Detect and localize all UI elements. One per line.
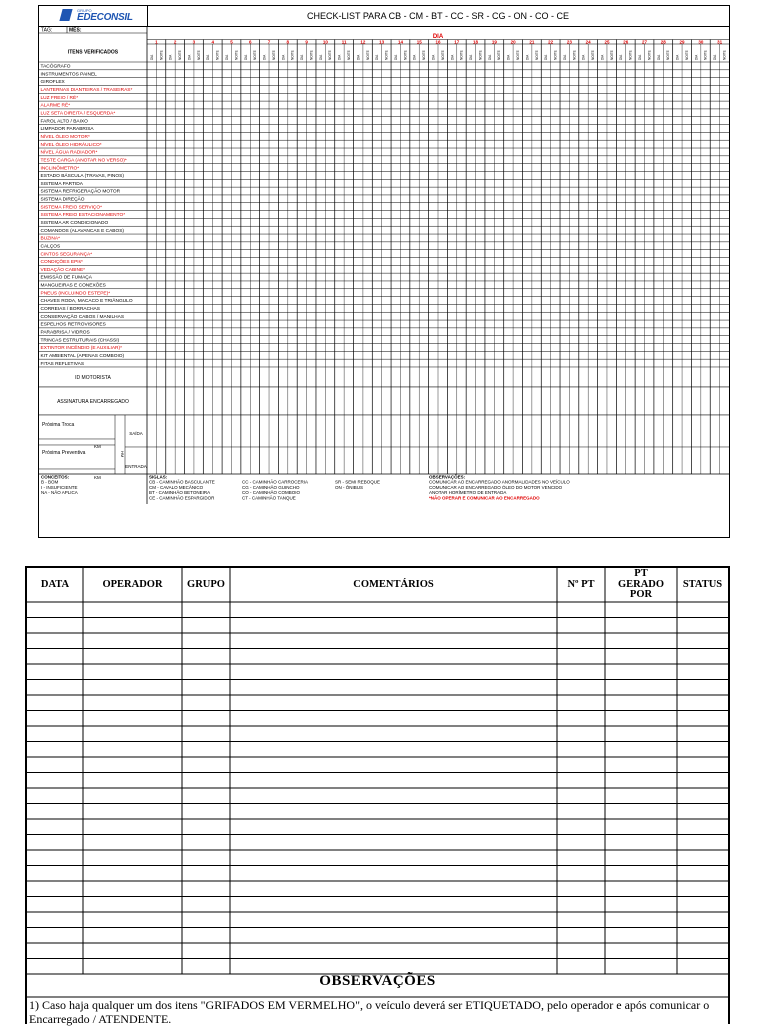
conceito-item: B - BOM — [41, 479, 59, 485]
sub-header-noite: NOITE — [609, 50, 614, 60]
sub-header-dia: DIA — [337, 54, 342, 60]
checklist-item-label: NÍVEL ÓLEO HIDRÁULICO* — [40, 142, 102, 148]
sigla-item: CB - CAMINHÃO BASCULANTE — [149, 479, 215, 485]
checklist-item-label: SISTEMA PARTIDA — [40, 181, 83, 187]
checklist-item-label: FAROL ALTO / BAIXO — [40, 119, 88, 125]
checklist-item-label: INCLINÔMETRO* — [40, 166, 80, 172]
conceito-item: I - INSUFICIENTE — [41, 484, 78, 490]
checklist-item-label: PARABRISA / VIDROS — [40, 330, 90, 336]
company-logo — [39, 6, 148, 27]
tag-label: TAG: — [41, 27, 53, 34]
sub-header-dia: DIA — [562, 54, 567, 60]
sub-header-dia: DIA — [412, 54, 417, 60]
day-number: 3 — [192, 39, 196, 45]
day-number: 26 — [623, 39, 629, 45]
siglas-title: SIGLAS: — [149, 474, 168, 480]
checklist-item-label: LANTERNAS DIANTEIRAS / TRASEIRAS* — [40, 88, 133, 94]
sub-header-dia: DIA — [619, 54, 624, 60]
checklist-item-label: LUZ SETA DIREITA / ESQUERDA* — [40, 111, 116, 117]
checklist-item-label: CORREIAS / BORRACHAS — [40, 307, 100, 313]
log-table-grid — [27, 568, 728, 1026]
sub-header-noite: NOITE — [384, 50, 389, 60]
checklist-item-label: LUZ FREIO / RÉ* — [40, 95, 79, 101]
sub-header-dia: DIA — [469, 54, 474, 60]
checklist-item-label: EMISSÃO DE FUMAÇA — [40, 275, 92, 281]
sub-header-dia: DIA — [318, 54, 323, 60]
checklist-item-label: SISTEMA FREIO ESTACIONAMENTO* — [40, 213, 126, 219]
sub-header-noite: NOITE — [403, 50, 408, 60]
checklist-item-label: CINTOS SEGURANÇA* — [40, 252, 93, 258]
mes-label: MÊS: — [69, 27, 82, 34]
checklist-item-label: LIMPADOR PARABRISA — [40, 127, 94, 133]
sub-header-noite: NOITE — [178, 50, 183, 60]
checklist-item-label: COMANDOS (ALAVANCAS E CABOS) — [40, 228, 125, 234]
day-number: 16 — [435, 39, 441, 45]
checklist-item-label: NÍVEL ÓLEO MOTOR* — [40, 134, 90, 140]
sub-header-dia: DIA — [224, 54, 229, 60]
hm-label: HM — [120, 450, 125, 458]
checklist-item-label: SISTEMA AR CONDICIONADO — [40, 221, 109, 226]
logo-group-text: GRUPO — [77, 8, 92, 13]
sub-header-noite: NOITE — [309, 50, 314, 60]
checklist-item-label: SISTEMA DIREÇÃO — [40, 197, 85, 203]
day-number: 23 — [566, 39, 572, 45]
sub-header-noite: NOITE — [459, 50, 464, 60]
sub-header-dia: DIA — [450, 54, 455, 60]
day-number: 20 — [510, 39, 516, 45]
checklist-item-label: VEDAÇÃO CABINE* — [40, 267, 86, 273]
entrada-label: ENTRADA — [125, 463, 147, 469]
day-number: 1 — [155, 39, 158, 45]
day-number: 25 — [604, 39, 610, 45]
sub-header-dia: DIA — [506, 54, 511, 60]
checklist-sheet — [38, 5, 730, 538]
sigla-item: CO - CAMINHÃO COMBOIO — [242, 490, 301, 496]
sub-header-dia: DIA — [300, 54, 305, 60]
observacoes-title: OBSERVAÇÕES — [319, 973, 436, 989]
sub-header-noite: NOITE — [234, 50, 239, 60]
sub-header-dia: DIA — [281, 54, 286, 60]
legend-obs-item: COMUNICAR AO ENCARREGADO ÓLEO DO MOTOR VENCIDO — [429, 484, 563, 490]
sigla-item: CM - CAVALO MECÂNICO — [149, 484, 204, 490]
sigla-item: CC - CAMINHÃO CARROCERIA — [242, 479, 309, 485]
sub-header-dia: DIA — [149, 54, 154, 60]
sub-header-dia: DIA — [168, 54, 173, 60]
items-header: ITENS VERIFICADOS — [67, 49, 119, 56]
sub-header-dia: DIA — [243, 54, 248, 60]
checklist-item-label: CONSERVAÇÃO CABOS / MANILHAS — [40, 314, 125, 320]
sub-header-dia: DIA — [544, 54, 549, 60]
log-table — [25, 566, 730, 1024]
sub-header-noite: NOITE — [628, 50, 633, 60]
day-number: 12 — [360, 39, 366, 45]
sub-header-noite: NOITE — [422, 50, 427, 60]
day-number: 18 — [473, 39, 479, 45]
checklist-item-label: TACÓGRAFO — [40, 64, 71, 70]
day-number: 2 — [173, 39, 177, 45]
sub-header-noite: NOITE — [591, 50, 596, 60]
sheet-title: CHECK-LIST PARA CB - CM - BT - CC - SR - CG - ON - CO - CE — [147, 6, 729, 27]
sub-header-noite: NOITE — [647, 50, 652, 60]
proxima-preventiva-label: Próxima Preventiva — [42, 449, 86, 456]
dia-label: DIA — [432, 34, 444, 40]
sub-header-noite: NOITE — [572, 50, 577, 60]
day-number: 28 — [660, 39, 666, 45]
day-number: 7 — [267, 39, 271, 45]
checklist-item-label: CONDIÇÕES EPIs* — [40, 260, 83, 266]
sigla-item: CT - CAMINHÃO TANQUE — [242, 495, 296, 501]
day-number: 19 — [491, 39, 497, 45]
sub-header-dia: DIA — [206, 54, 211, 60]
checklist-item-label: PNEUS (INCLUINDO ESTEPE)* — [40, 291, 111, 297]
checklist-item-label: TRINCAS ESTRUTURAIS (CHASSI) — [40, 338, 120, 344]
day-number: 24 — [585, 39, 591, 45]
sub-header-dia: DIA — [694, 54, 699, 60]
checklist-item-label: TESTE CARGA (ANOTAR NO VERSO)* — [40, 158, 127, 164]
checklist-item-label: SISTEMA REFRIGERAÇÃO MOTOR — [40, 189, 121, 195]
day-number: 15 — [416, 39, 422, 45]
sub-header-dia: DIA — [487, 54, 492, 60]
sub-header-noite: NOITE — [684, 50, 689, 60]
legend-obs-title: OBSERVAÇÕES: — [429, 474, 466, 480]
day-number: 4 — [211, 39, 214, 45]
col-header-operador: OPERADOR — [102, 578, 163, 590]
sub-header-noite: NOITE — [497, 50, 502, 60]
sub-header-dia: DIA — [262, 54, 267, 60]
sub-header-dia: DIA — [187, 54, 192, 60]
checklist-item-label: ESTADO BÁSCULA (TRAVAS, PINOS) — [40, 174, 124, 180]
checklist-item-label: BUZINA* — [40, 236, 60, 242]
id-motorista-label: ID MOTORISTA — [75, 374, 111, 381]
sub-header-noite: NOITE — [159, 50, 164, 60]
sigla-item: SR - SEMI REBOQUE — [335, 479, 381, 485]
sub-header-noite: NOITE — [553, 50, 558, 60]
sub-header-dia: DIA — [356, 54, 361, 60]
observacoes-text: 1) Caso haja qualquer um dos itens "GRIFADOS EM VERMELHO", o veículo deverá ser ETIQUETADO, pelo operador e após comunicar o Encarregado / ATENDENTE. — [29, 998, 710, 1026]
day-number: 21 — [529, 39, 535, 45]
day-number: 27 — [642, 39, 648, 45]
sub-header-noite: NOITE — [290, 50, 295, 60]
col-header-data: DATA — [40, 578, 70, 590]
checklist-item-label: GIROFLEX — [40, 80, 65, 86]
sub-header-noite: NOITE — [328, 50, 333, 60]
checklist-item-label: EXTINTOR INCÊNDIO (E AUXILIAR)* — [40, 346, 122, 352]
sub-header-noite: NOITE — [722, 50, 727, 60]
day-number: 10 — [322, 39, 328, 45]
checklist-item-label: SISTEMA FREIO SERVIÇO* — [40, 205, 102, 211]
sub-header-dia: DIA — [525, 54, 530, 60]
conceito-item: NA - NÃO APLICA — [41, 490, 78, 496]
assinatura-label: ASSINATURA ENCARREGADO — [57, 398, 129, 405]
day-number: 30 — [698, 39, 704, 45]
checklist-item-label: KIT AMBIENTAL (APENAS COMBOIO) — [40, 353, 125, 359]
sub-header-noite: NOITE — [440, 50, 445, 60]
col-header-status: STATUS — [682, 578, 723, 590]
col-header-pt-gerado-por: PT GERADO POR — [617, 568, 665, 601]
conceitos-title: CONCEITOS: — [41, 474, 70, 480]
sigla-item: ON - ÔNIBUS — [335, 484, 364, 490]
day-number: 6 — [249, 39, 252, 45]
checklist-item-label: MANGUEIRAS E CONEXÕES — [40, 283, 106, 289]
sub-header-noite: NOITE — [666, 50, 671, 60]
day-number: 5 — [230, 39, 233, 45]
day-number: 29 — [679, 39, 685, 45]
sub-header-dia: DIA — [431, 54, 436, 60]
sigla-item: BT - CAMINHÃO BETONEIRA — [149, 490, 211, 496]
checklist-item-label: ALARME RÉ* — [40, 103, 71, 109]
day-number: 8 — [286, 39, 290, 45]
sub-header-noite: NOITE — [703, 50, 708, 60]
day-number: 17 — [454, 39, 460, 45]
saida-label: SAÍDA — [129, 430, 143, 436]
sub-header-noite: NOITE — [253, 50, 258, 60]
day-number: 13 — [379, 39, 385, 45]
day-number: 9 — [305, 39, 308, 45]
sub-header-dia: DIA — [375, 54, 380, 60]
col-header-num-pt: Nº PT — [567, 578, 595, 590]
sub-header-dia: DIA — [656, 54, 661, 60]
checklist-item-label: CALÇOS — [40, 244, 61, 250]
km-label: KM — [94, 474, 101, 480]
km-label: KM — [94, 443, 101, 449]
checklist-item-label: ESPELHOS RETROVISORES — [40, 322, 106, 328]
sub-header-noite: NOITE — [515, 50, 520, 60]
legend-obs-item: COMUNICAR AO ENCARREGADO ANORMALIDADES NO VEÍCULO — [429, 479, 570, 485]
sub-header-noite: NOITE — [215, 50, 220, 60]
sub-header-noite: NOITE — [271, 50, 276, 60]
col-header-grupo: GRUPO — [187, 578, 225, 590]
sub-header-dia: DIA — [675, 54, 680, 60]
day-number: 14 — [397, 39, 403, 45]
checklist-grid — [39, 26, 729, 539]
sub-header-dia: DIA — [581, 54, 586, 60]
legend-obs-item: ANOTAR HORÍMETRO DE ENTRADA — [429, 490, 507, 496]
sigla-item: CG - CAMINHÃO GUINCHO — [242, 484, 300, 490]
sub-header-noite: NOITE — [347, 50, 352, 60]
logo-mark-icon — [59, 9, 72, 21]
logo-name: EDECONSIL — [77, 12, 133, 23]
sigla-item: CE - CAMINHÃO ESPARGIDOR — [149, 495, 215, 501]
col-header-comentarios: COMENTÁRIOS — [353, 578, 434, 590]
sub-header-dia: DIA — [393, 54, 398, 60]
checklist-item-label: INSTRUMENTOS PAINEL — [40, 72, 97, 78]
sub-header-noite: NOITE — [365, 50, 370, 60]
sub-header-dia: DIA — [713, 54, 718, 60]
checklist-item-label: FITAS REFLETIVAS — [40, 361, 85, 367]
sub-header-dia: DIA — [638, 54, 643, 60]
sub-header-noite: NOITE — [478, 50, 483, 60]
proxima-troca-label: Próxima Troca — [42, 421, 75, 428]
legend-obs-alert: *NÃO OPERAR E COMUNICAR AO ENCARREGADO — [429, 495, 540, 501]
day-number: 22 — [548, 39, 554, 45]
sub-header-noite: NOITE — [534, 50, 539, 60]
checklist-item-label: CHAVES RODA, MACACO E TRIÂNGULO — [40, 299, 133, 305]
checklist-item-label: NÍVEL ÁGUA RADIADOR* — [40, 150, 98, 156]
day-number: 11 — [341, 39, 347, 45]
sub-header-dia: DIA — [600, 54, 605, 60]
sub-header-noite: NOITE — [196, 50, 201, 60]
day-number: 31 — [717, 39, 723, 45]
